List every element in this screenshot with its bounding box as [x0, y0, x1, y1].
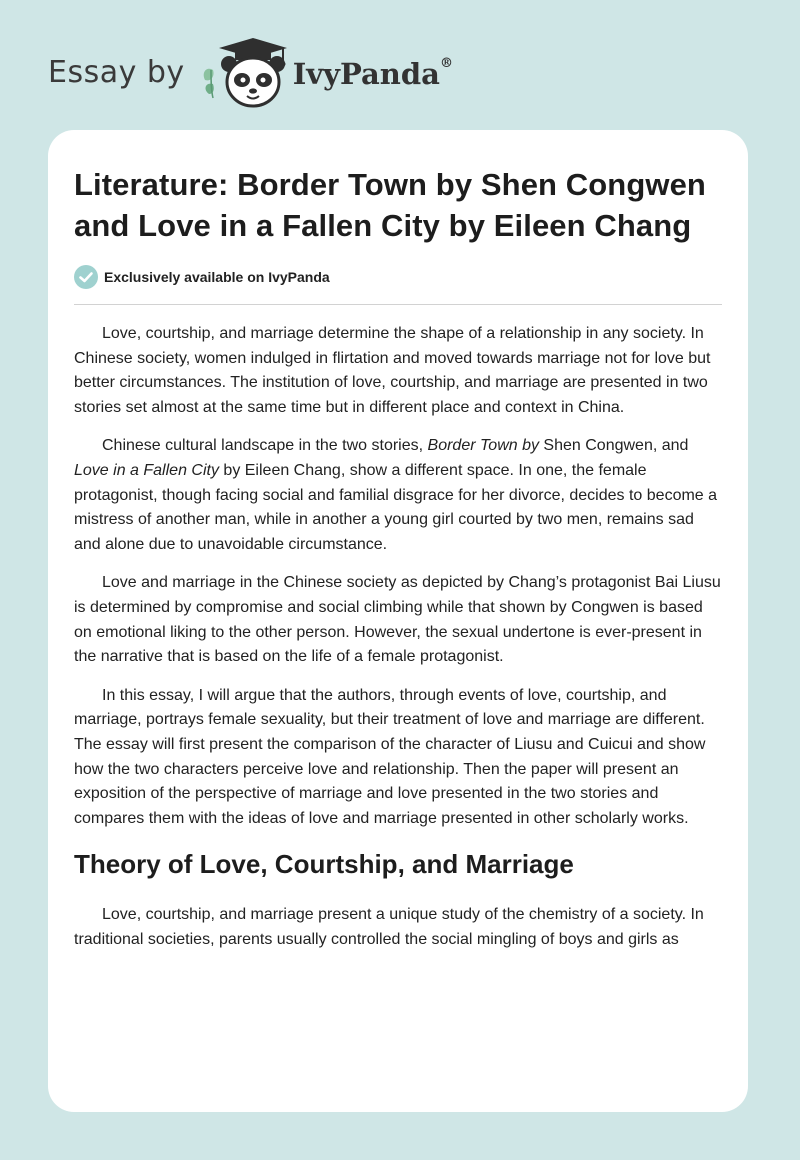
paragraph-2: Chinese cultural landscape in the two stories, Border Town by Shen Congwen, and Love in a Fallen City by Eileen Chang, show a different space. In one, the female protagonist, though facing social and familial disgrace for her divorce, decides to become a mistress of another man, while in another a young girl courted by two men, remains sad and alone due to unavoidable circumstance. — [74, 437, 718, 553]
paragraph-4: In this essay, I will argue that the authors, through events of love, courtship, and marriage, portrays female sexuality, but their treatment of love and marriage are different. The essay will first present the comparison of the character of Liusu and Cuicui and show how the two characters perceive love and relationship. Then the paper will present an exposition of the perspective of marriage and love presented in the two stories and compares them with the ideas of love and marriage presented in other scholarly works. — [74, 686, 706, 827]
exclusive-badge-label: Exclusively available on IvyPanda — [104, 269, 330, 285]
section-heading: Theory of Love, Courtship, and Marriage — [74, 849, 574, 880]
brand-logo-text: IvyPanda® — [292, 56, 453, 91]
panda-graduate-icon — [197, 36, 289, 108]
paragraph-3: Love and marriage in the Chinese society as depicted by Chang’s protagonist Bai Liusu is determined by compromise and social climbing while that shown by Congwen is based on emotional liking to the other person. However, the sexual undertone is ever-present in the narrative that is based on the life of a female protagonist. — [74, 574, 721, 666]
title-divider — [74, 304, 722, 305]
exclusive-badge — [74, 265, 722, 289]
essay-by-label: Essay by — [48, 54, 185, 90]
check-circle-icon — [74, 265, 98, 289]
essay-card — [48, 130, 748, 1112]
essay-title: Literature: Border Town by Shen Congwen and Love in a Fallen City by Eileen Chang — [74, 167, 706, 243]
book-title-fallen-city: Love in a Fallen City — [74, 461, 219, 479]
site-header — [48, 36, 453, 108]
paragraph-1: Love, courtship, and marriage determine the shape of a relationship in any society. In Chinese society, women indulged in flirtation and moved towards marriage not for love but better circumstances. The institution of love, courtship, and marriage are presented in two stories set almost at the same time but in different place and context in China. — [74, 325, 711, 416]
book-title-border-town: Border Town by — [427, 437, 539, 455]
paragraph-5: Love, courtship, and marriage present a unique study of the chemistry of a society. In traditional societies, parents usually controlled the social mingling of boys and girls as — [74, 906, 704, 948]
